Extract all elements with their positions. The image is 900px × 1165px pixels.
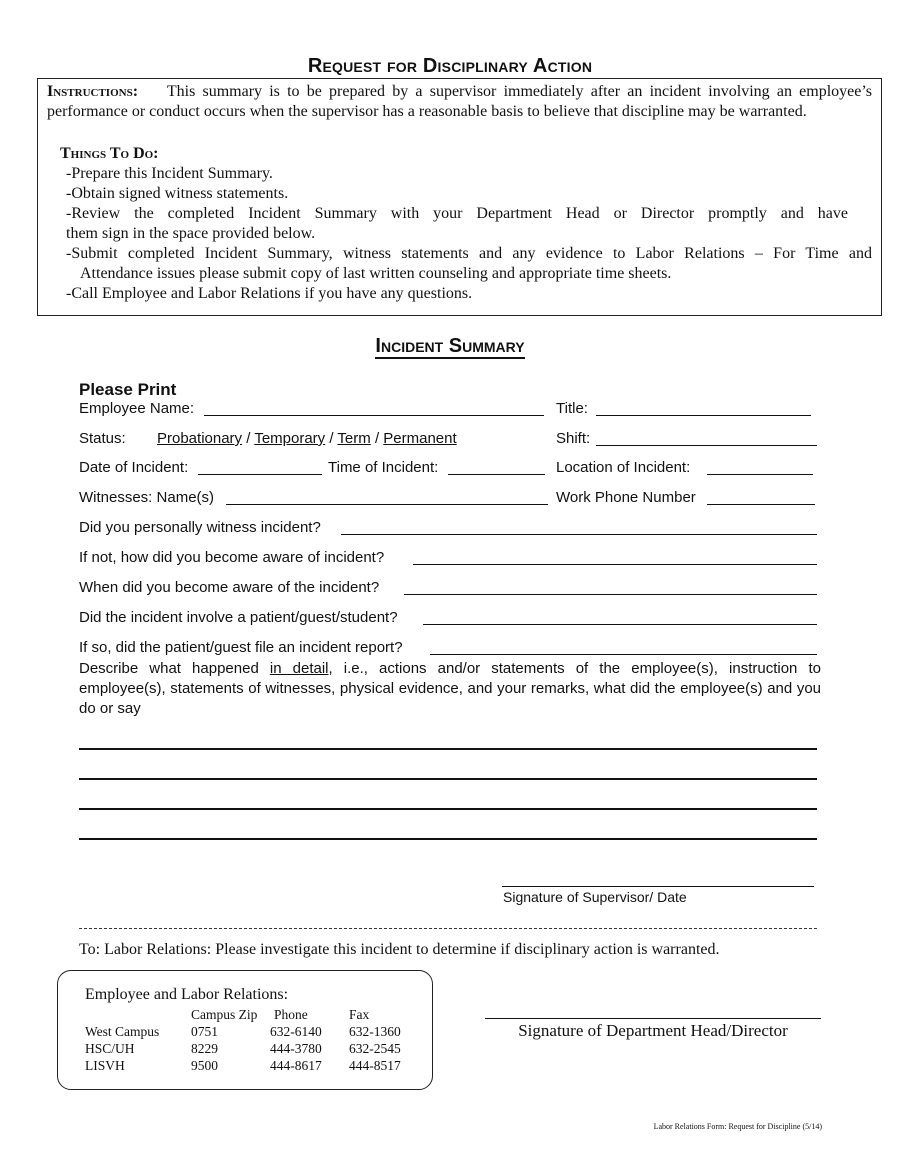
incident-summary-title-text: Incident Summary <box>375 335 525 357</box>
please-print-label: Please Print <box>79 380 177 399</box>
status-option-probationary[interactable]: Probationary <box>157 430 243 447</box>
contact-row-name: West Campus <box>85 1024 160 1039</box>
todo-item: -Obtain signed witness statements. <box>66 185 289 202</box>
question-aware-how-label: If not, how did you become aware of incident? <box>79 549 385 566</box>
time-of-incident-label: Time of Incident: <box>328 459 439 476</box>
question-report-field[interactable] <box>430 654 817 655</box>
supervisor-signature-line[interactable] <box>502 886 814 887</box>
todo-item: -Submit completed Incident Summary, witness statements and any evidence to Labor Relations – For Time and <box>66 245 872 262</box>
form-footer: Labor Relations Form: Request for Discipline (5/14) <box>653 1122 822 1131</box>
contact-row-zip: 9500 <box>191 1058 218 1073</box>
title-label: Title: <box>556 400 588 417</box>
question-witness-field[interactable] <box>341 534 817 535</box>
shift-field[interactable] <box>596 445 817 446</box>
incident-summary-title <box>0 335 900 358</box>
contact-row-phone: 444-8617 <box>270 1058 322 1073</box>
describe-text-underlined: in detail <box>269 660 329 677</box>
work-phone-field[interactable] <box>707 504 815 505</box>
things-to-do-label: Things To Do: <box>60 145 159 162</box>
question-aware-when-field[interactable] <box>404 594 817 595</box>
describe-instructions <box>79 659 821 719</box>
instructions-text: This summary is to be prepared by a supervisor immediately after an incident involving an employee’s performance or conduct occurs when the supervisor has a reasonable basis to believe that discipline may be warranted. <box>47 83 873 120</box>
contact-row-name: LISVH <box>85 1058 125 1073</box>
employee-name-field[interactable] <box>204 415 544 416</box>
status-option-term[interactable]: Term <box>337 430 371 447</box>
instructions-box <box>37 78 882 316</box>
status-options <box>157 430 457 447</box>
cut-line-divider <box>79 928 817 929</box>
employee-name-label: Employee Name: <box>79 400 195 417</box>
status-option-temporary[interactable]: Temporary <box>254 430 326 447</box>
description-line-3[interactable] <box>79 808 817 810</box>
contact-row-name: HSC/UH <box>85 1041 135 1056</box>
contact-header-fax: Fax <box>349 1007 370 1022</box>
todo-item: -Prepare this Incident Summary. <box>66 165 273 182</box>
labor-relations-request: To: Labor Relations: Please investigate this incident to determine if disciplinary action is warranted. <box>79 941 720 958</box>
shift-label: Shift: <box>556 430 591 447</box>
status-option-permanent[interactable]: Permanent <box>383 430 457 447</box>
witnesses-label: Witnesses: Name(s) <box>79 489 215 506</box>
contact-row-phone: 444-3780 <box>270 1041 322 1056</box>
location-of-incident-field[interactable] <box>707 474 813 475</box>
description-line-4[interactable] <box>79 838 817 840</box>
contact-row-fax: 444-8517 <box>349 1058 401 1073</box>
date-of-incident-field[interactable] <box>198 474 322 475</box>
status-separator: / <box>374 430 380 447</box>
question-aware-how-field[interactable] <box>413 564 817 565</box>
describe-text-post: , i.e., actions and/or statements of the employee(s), instruction to employee(s), statements of witnesses, physical evidence, and your remarks, what did the employee(s) and you do or say <box>79 660 821 717</box>
contact-row-phone: 632-6140 <box>270 1024 322 1039</box>
contact-title: Employee and Labor Relations: <box>85 986 289 1003</box>
todo-item: -Review the completed Incident Summary with your Department Head or Director promptly and have <box>66 205 848 222</box>
todo-item: them sign in the space provided below. <box>66 225 316 242</box>
contact-row-fax: 632-1360 <box>349 1024 401 1039</box>
dept-head-signature-label: Signature of Department Head/Director <box>518 1021 788 1040</box>
question-witness-label: Did you personally witness incident? <box>79 519 321 536</box>
instructions-label: Instructions: <box>47 83 139 100</box>
contact-row-fax: 632-2545 <box>349 1041 401 1056</box>
page-title: Request for Disciplinary Action <box>307 55 593 77</box>
contact-row-zip: 8229 <box>191 1041 218 1056</box>
contact-header-zip: Campus Zip <box>191 1007 258 1022</box>
instructions-paragraph <box>47 82 872 122</box>
supervisor-signature-label: Signature of Supervisor/ Date <box>503 889 687 905</box>
date-of-incident-label: Date of Incident: <box>79 459 189 476</box>
title-field[interactable] <box>596 415 811 416</box>
status-label: Status: <box>79 430 126 447</box>
dept-head-signature-line[interactable] <box>485 1018 821 1019</box>
work-phone-label: Work Phone Number <box>556 489 696 506</box>
contact-box <box>57 970 433 1090</box>
todo-item: -Call Employee and Labor Relations if you have any questions. <box>66 285 473 302</box>
todo-item: Attendance issues please submit copy of last written counseling and appropriate time sheets. <box>80 265 672 282</box>
description-line-2[interactable] <box>79 778 817 780</box>
describe-text-pre: Describe what happened <box>79 660 270 677</box>
contact-row-zip: 0751 <box>191 1024 218 1039</box>
description-line-1[interactable] <box>79 748 817 750</box>
question-patient-field[interactable] <box>423 624 817 625</box>
question-aware-when-label: When did you become aware of the incident? <box>79 579 380 596</box>
time-of-incident-field[interactable] <box>448 474 545 475</box>
contact-header-phone: Phone <box>274 1007 308 1022</box>
status-separator: / <box>329 430 334 447</box>
question-patient-label: Did the incident involve a patient/guest/student? <box>79 609 398 626</box>
status-separator: / <box>246 430 251 447</box>
location-of-incident-label: Location of Incident: <box>556 459 691 476</box>
question-report-label: If so, did the patient/guest file an incident report? <box>79 639 403 656</box>
witnesses-field[interactable] <box>226 504 548 505</box>
